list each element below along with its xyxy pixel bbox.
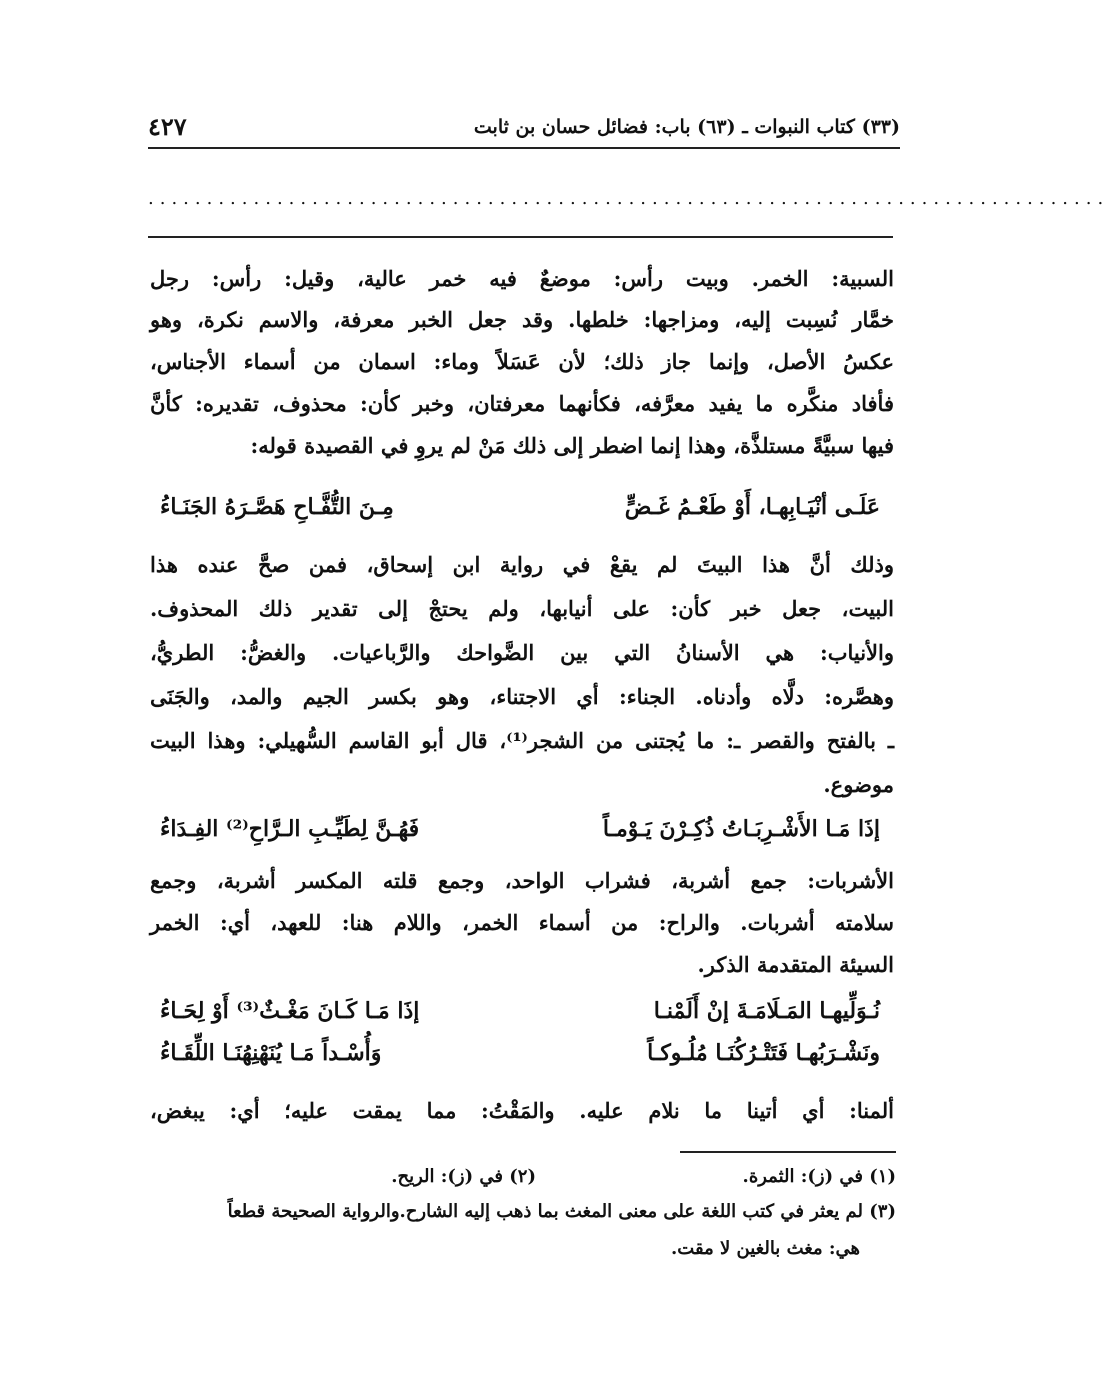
footnote-3-line-2: هي: مغث بالغين لا مقت. xyxy=(671,1238,860,1259)
poem-verse xyxy=(160,998,880,1038)
running-title: (٣٣) كتاب النبوات ـ (٦٣) باب: فضائل حسان بن ثابت xyxy=(473,116,900,138)
poem-verse xyxy=(160,816,880,856)
paragraph-line: البيت، جعل خبر كأن: على أنيابها، ولم يحتجْ إلى تقدير ذلك المحذوف. xyxy=(150,596,894,621)
verse-second-hemistich: فَهُـنَّ لِطَيِّـبِ الـرَّاحِ⁽²⁾ الفِـدَاءُ xyxy=(160,816,420,842)
running-header xyxy=(148,112,900,142)
paragraph-line: فأفاد منكَّره ما يفيد معرَّفه، فكأنهما معرفتان، وخبر كأن: محذوف، تقديره: كأنَّ xyxy=(150,391,894,416)
page-number: ٤٢٧ xyxy=(148,112,187,141)
paragraph-line: خمَّار نُسِبت إليه، ومزاجها: خلطها. وقد جعل الخبر معرفة، والاسم نكرة، وهو xyxy=(150,307,894,332)
paragraph-line: عكسُ الأصل، وإنما جاز ذلك؛ لأن عَسَلاً وماء: اسمان من أسماء الأجناس، xyxy=(150,349,894,374)
paragraph-line: فيها سبيَّةً مستلذَّة، وهذا إنما اضطر إلى ذلك مَنْ لم يروِ في القصيدة قوله: xyxy=(250,433,894,458)
footnote-1: (١) في (ز): الثمرة. xyxy=(742,1166,896,1187)
verse-second-hemistich: مِـنَ التُّفَّـاحِ هَصَّـرَهُ الجَنَـاءُ xyxy=(160,494,394,520)
header-rule xyxy=(148,147,900,149)
footnote-rule xyxy=(680,1151,896,1153)
paragraph-line: السبية: الخمر. وبيت رأس: موضعٌ فيه خمر عالية، وقيل: رأس: رجل xyxy=(150,266,894,291)
paragraph-line: وذلك أنَّ هذا البيتَ لم يقعْ في رواية ابن إسحاق، فمن صحَّ عنده هذا xyxy=(150,552,894,577)
poem-verse xyxy=(160,1040,880,1080)
paragraph-line: السيئة المتقدمة الذكر. xyxy=(697,952,894,977)
footnote-2: (٢) في (ز): الريح. xyxy=(391,1166,536,1187)
paragraph-line: موضوع. xyxy=(823,772,894,797)
verse-second-hemistich: وَأُسْـداً مَـا يُنَهْنِهُنَـا اللِّقَـاءُ xyxy=(160,1040,382,1066)
section-rule xyxy=(148,236,893,238)
separator-dots: .................................................................................. xyxy=(148,188,1109,209)
verse-second-hemistich: إذَا مَـا كَـانَ مَغْـثٌ⁽³⁾ أَوْ لِحَـاءُ xyxy=(160,998,420,1024)
footnote-3-line-1: (٣) لم يعثر في كتب اللغة على معنى المغث بما ذهب إليه الشارح.والرواية الصحيحة قطعاً xyxy=(227,1201,896,1222)
poem-verse xyxy=(160,494,880,534)
paragraph-line: ـ بالفتح والقصر ـ: ما يُجتنى من الشجر⁽¹⁾، قال أبو القاسم السُّهيلي: وهذا البيت xyxy=(150,728,894,753)
paragraph-line: والأنياب: هي الأسنانُ التي بين الضَّواحك والرَّباعيات. والغضُّ: الطريُّ، xyxy=(150,640,894,665)
paragraph-line: سلامته أشربات. والراح: من أسماء الخمر، واللام هنا: للعهد، أي: الخمر xyxy=(150,910,894,935)
paragraph-line: وهصَّره: دلَّاه وأدناه. الجناء: أي الاجتناء، وهو بكسر الجيم والمد، والجَنَى xyxy=(150,684,894,709)
verse-first-hemistich: عَلَـى أنْيَـابِهـا، أَوْ طَعْـمُ غَـضٍّ xyxy=(624,494,880,520)
verse-first-hemistich: ونَشْـرَبُهـا فَتَتْـرُكُنَـا مُلُـوكـاً xyxy=(647,1040,880,1066)
verse-first-hemistich: نُـوَلِّيهـا المَـلَامَـةَ إنْ أَلَمْنـا xyxy=(653,998,880,1024)
paragraph-line: الأشربات: جمع أشربة، فشراب الواحد، وجمع قلته المكسر أشربة، وجمع xyxy=(150,868,894,893)
paragraph-line: ألمنا: أي أتينا ما نلام عليه. والمَقْتُ: مما يمقت عليه؛ أي: يبغض، xyxy=(150,1098,894,1123)
verse-first-hemistich: إذَا مَـا الأَشْـرِبَـاتُ ذُكِـرْنَ يَـوْمـاً xyxy=(602,816,880,842)
